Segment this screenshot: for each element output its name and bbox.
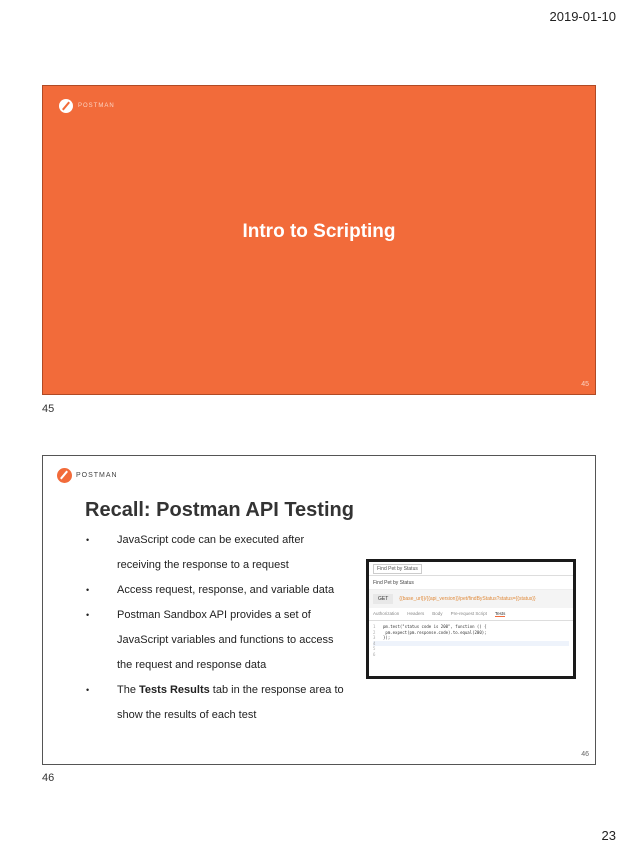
screenshot-code-editor bbox=[369, 621, 573, 660]
bullet-icon: • bbox=[86, 685, 90, 695]
bullet-line: Access request, response, and variable data bbox=[117, 584, 335, 596]
postman-logo-icon bbox=[59, 99, 73, 113]
postman-logo bbox=[59, 99, 115, 113]
postman-logo-text: POSTMAN bbox=[76, 472, 118, 479]
bullet-line: JavaScript variables and functions to access bbox=[117, 634, 334, 646]
list-item bbox=[85, 678, 375, 728]
slide-title: Intro to Scripting bbox=[242, 221, 396, 242]
screenshot-subtab: Body bbox=[432, 611, 443, 616]
screenshot-subtab: Authorization bbox=[373, 611, 400, 616]
bullet-line: JavaScript code can be executed after bbox=[117, 534, 305, 546]
bullet-line: receiving the response to a request bbox=[117, 559, 289, 571]
postman-logo-icon bbox=[57, 468, 72, 483]
code-line: 3 }); bbox=[373, 635, 391, 640]
code-line: 6 bbox=[373, 651, 376, 657]
screenshot-method: GET bbox=[373, 594, 393, 604]
bullet-text-suffix: tab in the response area to bbox=[209, 684, 344, 696]
code-line: 2 pm.expect(pm.response.code).to.equal(200); bbox=[373, 629, 487, 635]
bullet-bold-text: Tests Results bbox=[139, 684, 210, 696]
postman-screenshot bbox=[366, 559, 576, 679]
screenshot-subtab: Pre-request Script bbox=[450, 611, 487, 616]
page-number: 23 bbox=[601, 828, 616, 843]
list-item bbox=[85, 603, 375, 678]
postman-logo-text: POSTMAN bbox=[78, 103, 115, 109]
bullet-icon: • bbox=[86, 535, 90, 545]
screenshot-url-bar bbox=[369, 590, 573, 608]
bullet-list bbox=[85, 528, 375, 728]
screenshot-subtabs bbox=[369, 608, 573, 621]
screenshot-tab-bar bbox=[369, 562, 573, 576]
screenshot-url: {{base_url}}/{{api_version}}/pet/findByStatus?status={{status}} bbox=[399, 596, 536, 602]
bullet-text-prefix: The bbox=[117, 684, 140, 696]
bullet-line: the request and response data bbox=[117, 659, 267, 671]
document-date: 2019-01-10 bbox=[549, 9, 616, 24]
screenshot-tab: Find Pet by Status bbox=[373, 564, 422, 574]
slide-number: 45 bbox=[581, 381, 589, 388]
postman-logo bbox=[57, 468, 118, 483]
slide-recall-postman-api-testing bbox=[42, 455, 596, 765]
screenshot-subtab-active: Tests bbox=[494, 611, 506, 616]
slide-intro-to-scripting bbox=[42, 85, 596, 395]
screenshot-request-name: Find Pet by Status bbox=[369, 576, 573, 590]
bullet-icon: • bbox=[86, 585, 90, 595]
list-item bbox=[85, 528, 375, 578]
code-line: 4 bbox=[373, 641, 569, 647]
list-item bbox=[85, 578, 375, 603]
screenshot-subtab: Headers bbox=[407, 611, 425, 616]
code-line: 5 bbox=[373, 646, 376, 651]
slide-title: Recall: Postman API Testing bbox=[85, 499, 354, 521]
slide-number: 46 bbox=[581, 751, 589, 758]
bullet-icon: • bbox=[86, 610, 90, 620]
code-line: 1 pm.test("status code is 200", function () { bbox=[373, 624, 487, 629]
bullet-line: show the results of each test bbox=[117, 709, 257, 721]
slide-page-label: 45 bbox=[42, 403, 55, 415]
slide-page-label: 46 bbox=[42, 772, 55, 784]
bullet-line: Postman Sandbox API provides a set of bbox=[117, 609, 311, 621]
